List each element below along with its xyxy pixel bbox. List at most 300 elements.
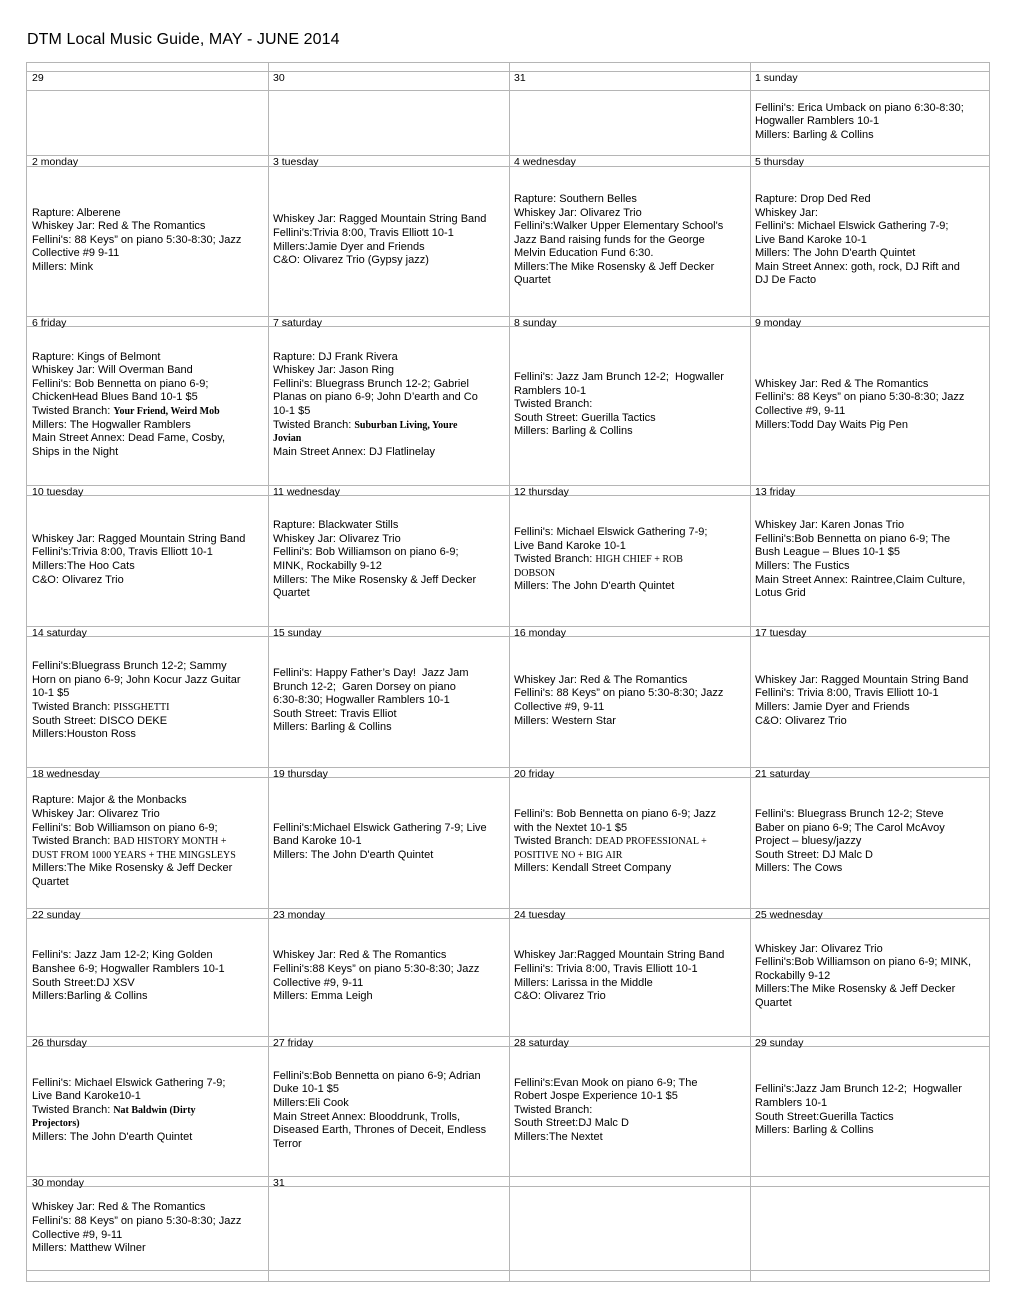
event-text: Whiskey Jar: Olivarez Trio (273, 532, 401, 545)
event-line (32, 1215, 264, 1229)
row-divider (27, 155, 989, 156)
event-text: Fellini's: 88 Keys” on piano 5:30-8:30; Jazz (32, 1214, 242, 1227)
event-text: Fellini's:Bob Williamson on piano 6-9; MINK, (755, 956, 972, 969)
day-header: 16 monday (514, 627, 566, 639)
event-line (273, 681, 505, 695)
event-text: Rapture: Southern Belles (514, 192, 637, 205)
event-text: Fellini's: 88 Keys” on piano 5:30-8:30; Jazz (755, 391, 965, 404)
day-cell (268, 1187, 509, 1270)
event-line (273, 977, 505, 991)
event-list (755, 1083, 986, 1137)
event-line (32, 977, 264, 991)
event-line (514, 1131, 746, 1145)
event-text: 6:30-8:30; Hogwaller Ramblers 10-1 (273, 694, 450, 707)
event-line (273, 419, 505, 433)
event-line (514, 207, 746, 221)
event-line (273, 213, 505, 227)
event-line (32, 990, 264, 1004)
event-line (32, 364, 264, 378)
event-text: Millers: The Cows (755, 862, 843, 875)
day-cell (509, 167, 750, 314)
event-line (32, 808, 264, 822)
event-text: Millers: The Hogwaller Ramblers (32, 418, 191, 431)
event-list (755, 943, 986, 1011)
event-line (514, 553, 746, 567)
event-list (755, 102, 986, 143)
event-list (273, 519, 505, 601)
event-line (32, 1077, 264, 1091)
day-cell (750, 167, 990, 314)
event-text: Collective #9, 9-11 (273, 976, 364, 989)
day-header: 31 (273, 1177, 285, 1189)
event-line (755, 207, 986, 221)
event-line (273, 254, 505, 268)
event-text: Rapture: Major & the Monbacks (32, 794, 187, 807)
event-text: Millers: Barling & Collins (514, 425, 633, 438)
day-cell (268, 91, 509, 153)
event-text: Millers:The Mike Rosensky & Jeff Decker (755, 983, 956, 996)
event-line (755, 956, 986, 970)
event-line (273, 849, 505, 863)
day-header: 25 wednesday (755, 909, 823, 921)
event-text: Ships in the Night (32, 445, 119, 458)
event-line (514, 687, 746, 701)
event-list (273, 949, 505, 1003)
event-text: Millers:Eli Cook (273, 1096, 349, 1109)
day-cell (268, 167, 509, 314)
event-text: Millers: Kendall Street Company (514, 862, 672, 875)
event-text: Quartet (32, 875, 69, 888)
event-line (32, 405, 264, 419)
event-line (273, 364, 505, 378)
day-header: 14 saturday (32, 627, 87, 639)
event-text: Fellini's: Trivia 8:00, Travis Elliott 10-1 (755, 687, 939, 700)
event-text: Fellini's:Evan Mook on piano 6-9; The (514, 1076, 698, 1089)
event-text: Fellini's:Bluegrass Brunch 12-2; Sammy (32, 660, 227, 673)
event-line (273, 822, 505, 836)
event-line (755, 822, 986, 836)
day-header: 12 thursday (514, 486, 569, 498)
event-line (273, 391, 505, 405)
day-cell (27, 327, 268, 483)
event-line (514, 540, 746, 554)
event-text: Project – bluesy/jazzy (755, 835, 862, 848)
event-line (273, 1111, 505, 1125)
event-line (32, 963, 264, 977)
day-cell (27, 167, 268, 314)
day-cell (509, 496, 750, 624)
day-cell (509, 919, 750, 1034)
event-text: Terror (273, 1137, 302, 1150)
event-list (32, 351, 264, 460)
event-text: Twisted Branch: (273, 418, 355, 431)
event-line (514, 1090, 746, 1104)
event-line (514, 862, 746, 876)
event-line (755, 1097, 986, 1111)
event-text: Ramblers 10-1 (514, 384, 587, 397)
event-line (755, 274, 986, 288)
event-text: Twisted Branch: (32, 1103, 114, 1116)
event-text: Millers: Larissa in the Middle (514, 976, 653, 989)
day-cell (750, 919, 990, 1034)
day-header: 2 monday (32, 156, 79, 168)
event-text: Duke 10-1 $5 (273, 1083, 340, 1096)
day-cell (509, 91, 750, 153)
event-list (32, 1201, 264, 1255)
event-text: Millers: Barling & Collins (273, 721, 392, 734)
event-text: Millers: The Mike Rosensky & Jeff Decker (273, 573, 477, 586)
event-line (32, 794, 264, 808)
event-line (755, 943, 986, 957)
event-line (32, 261, 264, 275)
day-header: 27 friday (273, 1037, 314, 1049)
event-text: Millers:Houston Ross (32, 728, 136, 741)
event-line (755, 261, 986, 275)
event-text: Fellini's: Erica Umback on piano 6:30-8:30; (755, 101, 964, 114)
event-text: Fellini's: Bob Bennetta on piano 6-9; (32, 377, 209, 390)
event-line (273, 432, 505, 446)
event-text: Whiskey Jar: Red & The Romantics (32, 220, 206, 233)
event-line (755, 574, 986, 588)
event-line (32, 1117, 264, 1131)
event-text: Banshee 6-9; Hogwaller Ramblers 10-1 (32, 962, 225, 975)
event-text: Twisted Branch: (32, 835, 114, 848)
event-list (755, 808, 986, 876)
day-cell (27, 919, 268, 1034)
event-text: Rapture: Blackwater Stills (273, 519, 399, 532)
event-text: Quartet (755, 996, 792, 1009)
day-cell (509, 1047, 750, 1174)
event-line (32, 247, 264, 261)
event-text: Millers:The Mike Rosensky & Jeff Decker (514, 260, 715, 273)
event-line (32, 862, 264, 876)
event-text: Baber on piano 6-9; The Carol McAvoy (755, 821, 945, 834)
event-line (273, 1097, 505, 1111)
event-text: Main Street Annex: DJ Flatlinelay (273, 445, 436, 458)
event-text: Projectors) (32, 1118, 80, 1130)
event-text: Millers:Barling & Collins (32, 990, 148, 1003)
day-cell (509, 778, 750, 906)
event-text: Whiskey Jar: Olivarez Trio (514, 206, 642, 219)
event-text: Melvin Education Fund 6:30. (514, 247, 654, 260)
event-text: Whiskey Jar: Will Overman Band (32, 364, 193, 377)
event-text: Millers: Mink (32, 260, 94, 273)
day-cell (509, 637, 750, 765)
event-text: Fellini's: Bob Bennetta on piano 6-9; Jazz (514, 808, 717, 821)
day-header: 5 thursday (755, 156, 805, 168)
event-line (514, 425, 746, 439)
day-header: 7 saturday (273, 317, 323, 329)
event-text: Fellini's:Bob Bennetta on piano 6-9; Adrian (273, 1069, 481, 1082)
event-line (755, 587, 986, 601)
event-line (755, 1111, 986, 1125)
event-text: Rapture: DJ Frank Rivera (273, 350, 398, 363)
event-text: with the Nextet 10-1 $5 (514, 821, 628, 834)
event-text: Diseased Earth, Thrones of Deceit, Endless (273, 1124, 487, 1137)
event-line (32, 849, 264, 863)
event-line (32, 876, 264, 890)
row-divider (27, 1270, 989, 1271)
day-header: 26 thursday (32, 1037, 87, 1049)
event-text: Fellini's: Jazz Jam 12-2; King Golden (32, 949, 213, 962)
day-cell (750, 1187, 990, 1270)
row-divider (27, 71, 989, 72)
event-line (32, 446, 264, 460)
event-line (514, 963, 746, 977)
event-line (514, 1077, 746, 1091)
day-cell (27, 1047, 268, 1174)
day-header: 21 saturday (755, 768, 810, 780)
event-text: Whiskey Jar: Ragged Mountain String Band (273, 213, 487, 226)
event-line (755, 546, 986, 560)
day-cell (750, 496, 990, 624)
event-line (273, 519, 505, 533)
row-divider (27, 626, 989, 627)
event-text: South Street: Travis Elliot (273, 707, 397, 720)
event-text: Planas on piano 6-9; John D’earth and Co (273, 391, 478, 404)
event-list (755, 674, 986, 728)
event-line (32, 1242, 264, 1256)
event-list (514, 949, 746, 1003)
event-text: Fellini's:Walker Upper Elementary School's (514, 220, 724, 233)
event-line (32, 1090, 264, 1104)
event-text: Twisted Branch: (32, 701, 114, 713)
event-text: Fellini's: Michael Elswick Gathering 7-9; (755, 220, 949, 233)
day-cell (27, 778, 268, 906)
event-text: Bush League – Blues 10-1 $5 (755, 546, 900, 559)
event-text: Rapture: Alberene (32, 206, 121, 219)
day-header: 4 wednesday (514, 156, 576, 168)
event-text: Whiskey Jar: Red & The Romantics (273, 949, 447, 962)
event-line (32, 1104, 264, 1118)
event-line (755, 687, 986, 701)
event-line (755, 378, 986, 392)
event-text: 10-1 $5 (32, 687, 70, 700)
event-text: Live Band Karoke 10-1 (755, 233, 867, 246)
row-divider (27, 1036, 989, 1037)
event-list (32, 660, 264, 742)
event-line (32, 533, 264, 547)
event-text: Main Street Annex: Dead Fame, Cosby, (32, 432, 225, 445)
event-line (32, 220, 264, 234)
event-text: Whiskey Jar: Jason Ring (273, 364, 395, 377)
event-text: Millers:The Mike Rosensky & Jeff Decker (32, 862, 233, 875)
event-line (755, 234, 986, 248)
event-text: Millers: The John D'earth Quintet (755, 247, 916, 260)
event-text: HIGH CHIEF + ROB (595, 554, 683, 566)
event-line (273, 721, 505, 735)
event-text: Whiskey Jar: Ragged Mountain String Band (32, 532, 246, 545)
event-line (32, 1131, 264, 1145)
day-header: 29 sunday (755, 1037, 804, 1049)
event-text: BAD HISTORY MONTH + (113, 836, 227, 848)
event-text: Whiskey Jar:Ragged Mountain String Band (514, 949, 725, 962)
event-text: South Street:DJ XSV (32, 976, 135, 989)
event-line (32, 701, 264, 715)
event-text: Twisted Branch: (514, 398, 593, 411)
event-line (273, 835, 505, 849)
event-line (32, 835, 264, 849)
day-cell (268, 919, 509, 1034)
event-line (273, 446, 505, 460)
event-line (755, 115, 986, 129)
event-text: Fellini's: Bob Williamson on piano 6-9; (32, 821, 218, 834)
event-line (755, 560, 986, 574)
event-text: Twisted Branch: (514, 1103, 593, 1116)
event-text: Jazz Band raising funds for the George (514, 233, 705, 246)
event-list (755, 519, 986, 601)
day-cell (27, 91, 268, 153)
event-text: Whiskey Jar: Red & The Romantics (755, 377, 929, 390)
event-text: Your Friend, Weird Mob (113, 406, 220, 417)
day-header: 30 (273, 72, 285, 84)
event-line (514, 247, 746, 261)
event-text: Twisted Branch: (32, 405, 114, 417)
event-line (273, 574, 505, 588)
event-text: Hogwaller Ramblers 10-1 (755, 115, 880, 128)
day-header: 11 wednesday (273, 486, 340, 498)
event-line (755, 405, 986, 419)
event-list (32, 949, 264, 1003)
event-text: Millers: The John D'earth Quintet (32, 1130, 193, 1143)
event-line (514, 715, 746, 729)
event-text: Rapture: Kings of Belmont (32, 350, 161, 363)
event-line (514, 701, 746, 715)
event-line (514, 220, 746, 234)
event-line (514, 1104, 746, 1118)
event-line (755, 102, 986, 116)
event-text: Fellini's: 88 Keys” on piano 5:30-8:30; Jazz (32, 233, 242, 246)
event-line (273, 227, 505, 241)
event-text: Fellini's: Michael Elswick Gathering 7-9; (32, 1076, 226, 1089)
event-line (755, 849, 986, 863)
event-line (514, 234, 746, 248)
event-list (273, 822, 505, 863)
event-list (32, 207, 264, 275)
day-header: 13 friday (755, 486, 796, 498)
event-line (32, 674, 264, 688)
event-line (514, 990, 746, 1004)
event-text: South Street:DJ Malc D (514, 1117, 629, 1130)
event-line (755, 808, 986, 822)
event-text: Quartet (273, 587, 310, 600)
event-line (514, 193, 746, 207)
event-line (32, 560, 264, 574)
event-text: Main Street Annex: Blooddrunk, Trolls, (273, 1110, 461, 1123)
event-text: Fellini's: Trivia 8:00, Travis Elliott 10-1 (514, 962, 698, 975)
event-line (514, 580, 746, 594)
event-line (273, 1138, 505, 1152)
event-text: Suburban Living, Youre (354, 419, 458, 431)
event-text: Millers: Barling & Collins (755, 128, 874, 141)
event-text: Ramblers 10-1 (755, 1096, 828, 1109)
event-text: Fellini's:Jazz Jam Brunch 12-2; Hogwaller (755, 1083, 962, 1096)
day-cell (750, 1047, 990, 1174)
day-cell (268, 778, 509, 906)
event-line (755, 247, 986, 261)
event-line (273, 351, 505, 365)
event-line (755, 533, 986, 547)
event-text: Whiskey Jar: Red & The Romantics (32, 1201, 206, 1214)
event-list (755, 378, 986, 432)
day-header: 19 thursday (273, 768, 328, 780)
event-text: Collective #9, 9-11 (514, 701, 605, 713)
event-line (273, 963, 505, 977)
day-header: 24 tuesday (514, 909, 566, 921)
event-text: Main Street Annex: Raintree,Claim Culture, (755, 573, 966, 586)
event-line (32, 234, 264, 248)
event-line (755, 835, 986, 849)
event-text: Millers:Jamie Dyer and Friends (273, 240, 425, 253)
day-cell (268, 1047, 509, 1174)
day-header: 23 monday (273, 909, 325, 921)
event-text: Whiskey Jar: (755, 206, 818, 219)
event-line (514, 261, 746, 275)
event-text: Fellini's: Jazz Jam Brunch 12-2; Hogwaller (514, 371, 724, 384)
row-divider (27, 908, 989, 909)
event-text: C&O: Olivarez Trio (Gypsy jazz) (273, 254, 429, 267)
event-text: Live Band Karoke 10-1 (514, 539, 626, 552)
event-line (514, 385, 746, 399)
event-line (273, 694, 505, 708)
event-list (755, 193, 986, 288)
event-line (32, 207, 264, 221)
day-header: 30 monday (32, 1177, 84, 1189)
event-list (514, 808, 746, 876)
event-text: Millers: Matthew Wilner (32, 1242, 146, 1255)
event-line (32, 351, 264, 365)
event-line (514, 808, 746, 822)
event-text: Live Band Karoke10-1 (32, 1090, 141, 1103)
day-cell (268, 327, 509, 483)
event-text: Millers:Todd Day Waits Pig Pen (755, 418, 909, 431)
day-header: 22 sunday (32, 909, 81, 921)
row-divider (27, 316, 989, 317)
event-line (514, 371, 746, 385)
event-line (273, 990, 505, 1004)
event-line (273, 667, 505, 681)
event-line (514, 674, 746, 688)
event-text: Main Street Annex: goth, rock, DJ Rift and (755, 260, 960, 273)
event-line (32, 1201, 264, 1215)
event-text: Jovian (273, 433, 302, 445)
event-line (755, 220, 986, 234)
event-text: C&O: Olivarez Trio (514, 990, 606, 1003)
day-cell (27, 637, 268, 765)
event-text: Fellini's:Trivia 8:00, Travis Elliott 10-1 (32, 546, 213, 559)
event-line (755, 997, 986, 1011)
event-text: Millers: Barling & Collins (755, 1124, 874, 1137)
event-line (273, 949, 505, 963)
event-line (32, 574, 264, 588)
event-text: Fellini's: 88 Keys” on piano 5:30-8:30; Jazz (514, 687, 724, 700)
event-text: Band Karoke 10-1 (273, 835, 362, 848)
event-line (273, 1124, 505, 1138)
event-text: ChickenHead Blues Band 10-1 $5 (32, 391, 198, 404)
event-line (32, 822, 264, 836)
event-line (32, 419, 264, 433)
event-text: Rockabilly 9-12 (755, 969, 831, 982)
event-list (273, 213, 505, 267)
event-line (32, 660, 264, 674)
day-header: 31 (514, 72, 526, 84)
row-divider (27, 485, 989, 486)
day-header: 18 wednesday (32, 768, 100, 780)
event-line (273, 1070, 505, 1084)
event-list (32, 533, 264, 587)
event-line (273, 560, 505, 574)
event-text: C&O: Olivarez Trio (755, 714, 847, 727)
